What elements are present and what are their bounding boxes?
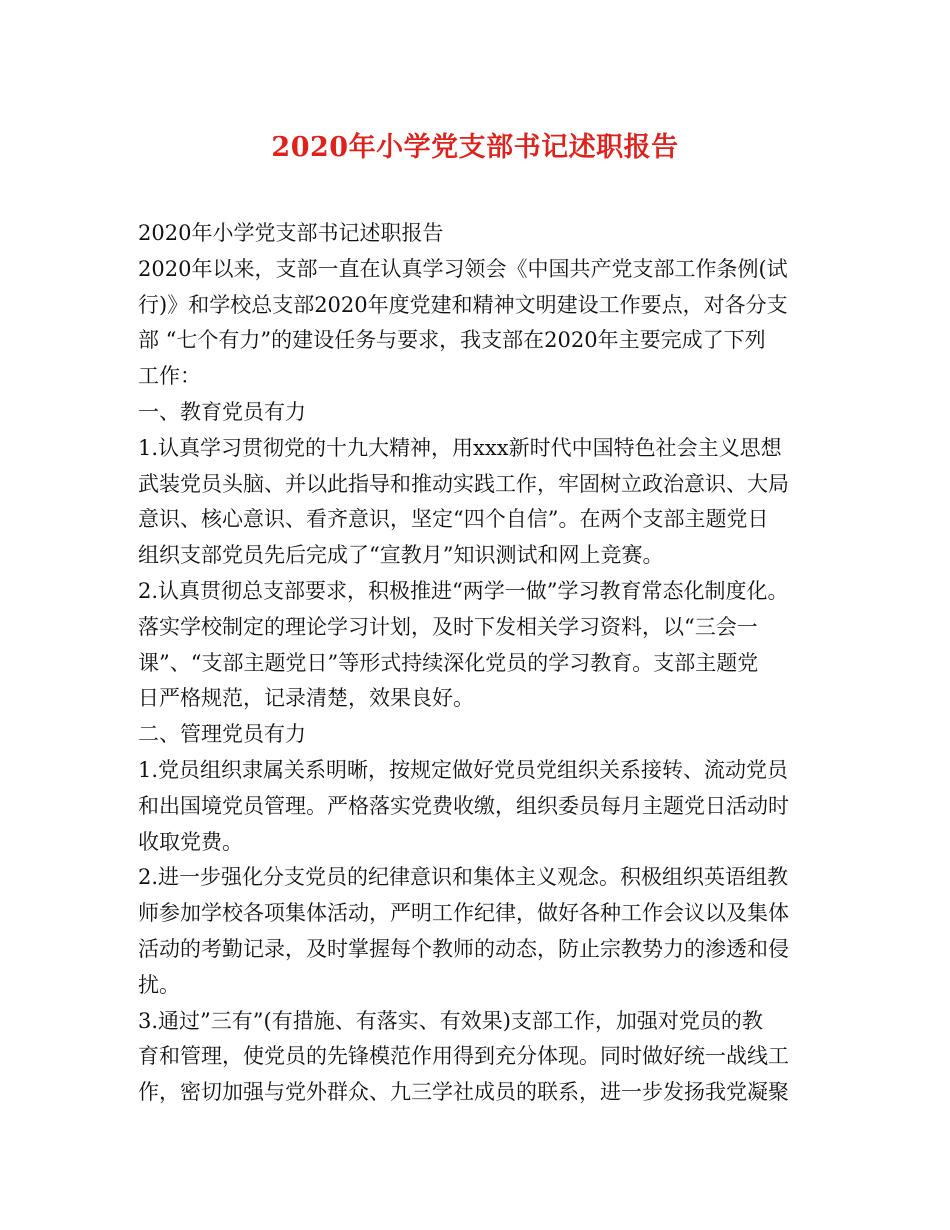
text-line: 行)》和学校总支部2020年度党建和精神文明建设工作要点，对各分支	[138, 292, 788, 317]
text-line: 组织支部党员先后完成了“宣教月”知识测试和网上竞赛。	[138, 543, 664, 568]
document-title: 2020年小学党支部书记述职报告	[271, 132, 679, 163]
text-line: 部 “七个有力”的建设任务与要求，我支部在2020年主要完成了下列	[138, 328, 766, 353]
text-line: 活动的考勤记录，及时掌握每个教师的动态，防止宗教势力的渗透和侵	[138, 936, 789, 961]
text-line: 2.进一步强化分支党员的纪律意识和集体主义观念。积极组织英语组教	[138, 865, 789, 890]
text-line: 2020年以来，支部一直在认真学习领会《中国共产党支部工作条例(试	[138, 256, 788, 281]
document-body	[138, 216, 828, 1111]
text-line: 武装党员头脑、并以此指导和推动实践工作，牢固树立政治意识、大局	[138, 471, 789, 496]
text-line: 1.党员组织隶属关系明晰，按规定做好党员党组织关系接转、流动党员	[138, 757, 789, 782]
text-line: 日严格规范，记录清楚，效果良好。	[138, 686, 474, 711]
text-line: 收取党费。	[138, 829, 243, 854]
text-line: 扰。	[138, 972, 180, 997]
text-line: 意识、核心意识、看齐意识，坚定“四个自信”。在两个支部主题党日	[138, 507, 769, 532]
text-line: 师参加学校各项集体活动，严明工作纪律，做好各种工作会议以及集体	[138, 901, 789, 926]
text-line: 3.通过”三有”(有措施、有落实、有效果)支部工作，加强对党员的教	[138, 1008, 763, 1033]
section-heading: 一、教育党员有力	[138, 399, 306, 424]
text-line: 和出国境党员管理。严格落实党费收缴，组织委员每月主题党日活动时	[138, 793, 789, 818]
text-line: 作，密切加强与党外群众、九三学社成员的联系，进一步发扬我党凝聚	[138, 1080, 789, 1105]
text-line: 落实学校制定的理论学习计划，及时下发相关学习资料，以“三会一	[138, 614, 758, 639]
text-line: 2020年小学党支部书记述职报告	[138, 221, 444, 245]
text-line: 课”、“支部主题党日”等形式持续深化党员的学习教育。支部主题党	[138, 650, 759, 675]
text-line: 1.认真学习贯彻党的十九大精神，用xxx新时代中国特色社会主义思想	[138, 435, 782, 460]
section-heading: 二、管理党员有力	[138, 722, 306, 747]
text-line: 2.认真贯彻总支部要求，积极推进“两学一做”学习教育常态化制度化。	[138, 578, 789, 603]
text-line: 工作：	[138, 364, 201, 389]
text-line: 育和管理，使党员的先锋模范作用得到充分体现。同时做好统一战线工	[138, 1044, 789, 1069]
